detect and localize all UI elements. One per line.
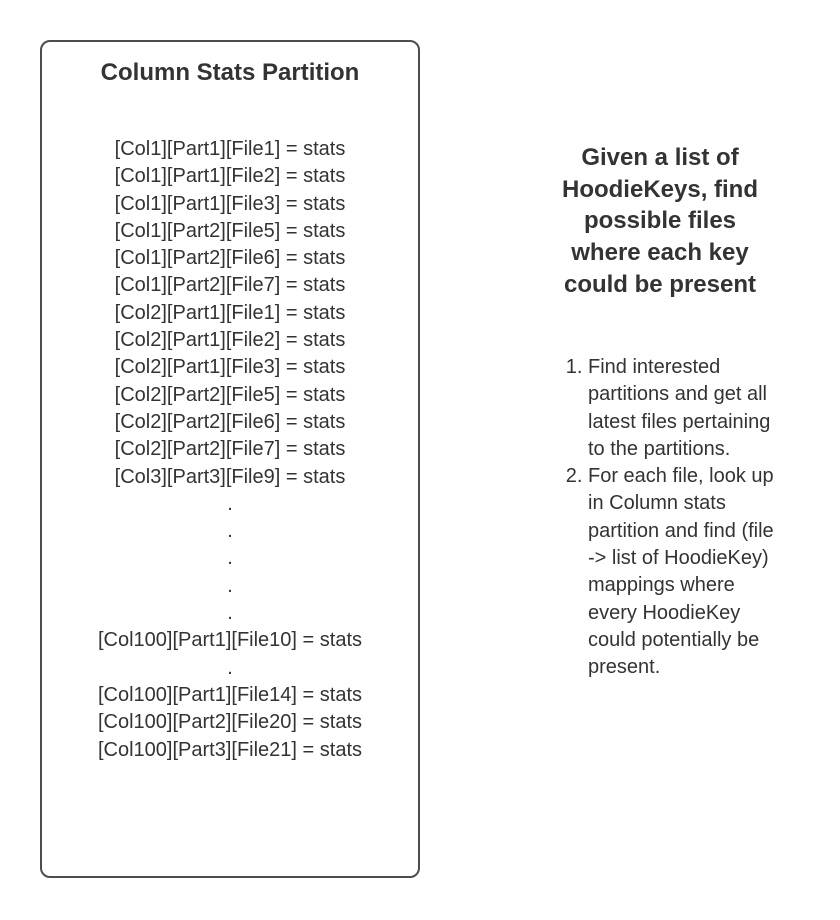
stats-entry: [Col2][Part2][File7] = stats bbox=[114, 438, 346, 461]
stats-entry: [Col2][Part2][File6] = stats bbox=[114, 410, 346, 433]
stats-entry: [Col2][Part1][File3] = stats bbox=[114, 356, 346, 379]
stats-entry: [Col2][Part1][File1] = stats bbox=[114, 301, 346, 324]
annotation-heading-line: HoodieKeys, find bbox=[561, 175, 759, 203]
stats-entry: [Col1][Part2][File5] = stats bbox=[114, 219, 346, 242]
stats-entry: . bbox=[227, 602, 233, 625]
stats-entry: [Col1][Part1][File1] = stats bbox=[114, 138, 346, 160]
stats-entry: . bbox=[227, 492, 233, 515]
stats-entry: [Col100][Part1][File14] = stats bbox=[97, 683, 363, 706]
steps-list bbox=[548, 354, 782, 682]
annotation-heading-line: could be present bbox=[563, 270, 757, 298]
column-stats-partition-box bbox=[40, 40, 420, 878]
annotation-heading-line: possible files bbox=[583, 207, 737, 235]
stats-entry: [Col1][Part2][File6] = stats bbox=[114, 247, 346, 270]
step-item: 1. Find interested partitions and get all latest files pertaining to the partitions. bbox=[588, 354, 782, 463]
step-item: 2. For each file, look up in Column stats partition and find (file -> list of HoodieKey) mappings where every HoodieKey could potentially be present. bbox=[588, 463, 782, 681]
stats-entry: [Col100][Part1][File10] = stats bbox=[97, 629, 363, 652]
stats-entry: [Col2][Part2][File5] = stats bbox=[114, 383, 346, 406]
stats-entry: [Col1][Part1][File2] = stats bbox=[114, 165, 346, 188]
stats-entry: [Col1][Part1][File3] = stats bbox=[114, 192, 346, 215]
stats-entry: [Col100][Part2][File20] = stats bbox=[97, 711, 363, 734]
stats-entry: [Col2][Part1][File2] = stats bbox=[114, 329, 346, 352]
stats-entries-list bbox=[42, 136, 418, 764]
stats-entry: . bbox=[227, 547, 233, 570]
annotation-heading-line: Given a list of bbox=[581, 144, 739, 171]
stats-entry: [Col100][Part3][File21] = stats bbox=[97, 738, 363, 761]
stats-entry: . bbox=[227, 574, 233, 597]
stats-entry: [Col1][Part2][File7] = stats bbox=[114, 274, 346, 297]
annotation-heading-line: where each key bbox=[571, 239, 749, 267]
stats-entry: . bbox=[227, 520, 233, 543]
annotation-heading bbox=[520, 142, 800, 301]
box-title: Column Stats Partition bbox=[100, 59, 360, 86]
stats-entry: . bbox=[227, 656, 233, 679]
stats-entry: [Col3][Part3][File9] = stats bbox=[114, 465, 346, 488]
